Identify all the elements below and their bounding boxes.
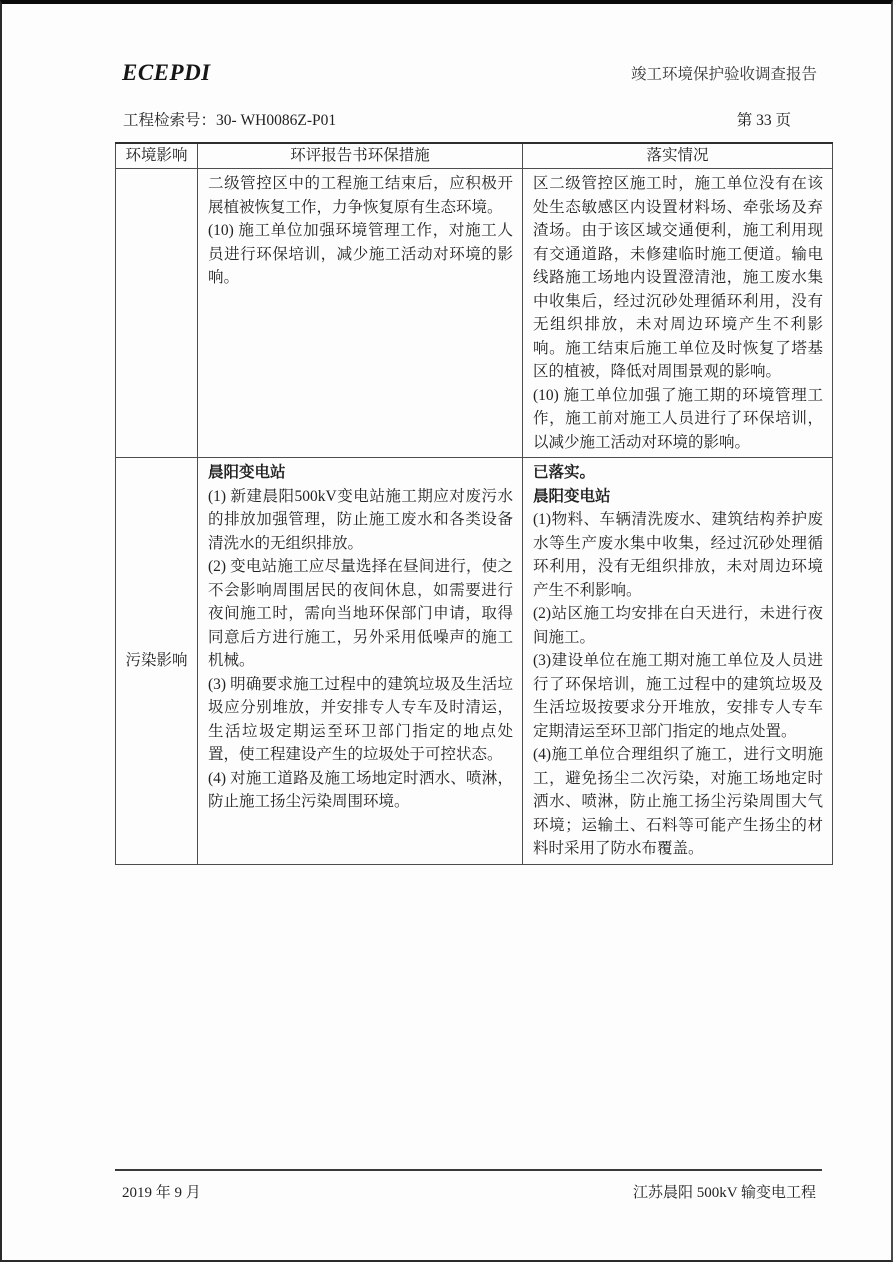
implementation-paragraph: (3)建设单位在施工期对施工单位及人员进行了环保培训，施工过程中的建筑垃圾及生活垃圾按要求分开堆放，安排专人专车定期清运至环卫部门指定的地点处置。	[533, 652, 823, 740]
impact-cell: 污染影响	[116, 458, 198, 865]
implementation-paragraph: (4)施工单位合理组织了施工，进行文明施工，避免扬尘二次污染，对施工场地定时洒水、喷淋，防止施工扬尘污染周围大气环境；运输土、石料等可能产生扬尘的材料时采用了防水布覆盖。	[533, 746, 823, 857]
implementation-paragraph: (1)物料、车辆清洗废水、建筑结构养护废水等生产废水集中收集，经过沉砂处理循环利用，没有无组织排放，未对周边环境产生不利影响。	[533, 511, 823, 599]
measures-cell	[198, 458, 523, 865]
subheader	[123, 108, 791, 130]
measure-paragraph: (1) 新建晨阳500kV变电站施工期应对废污水的排放加强管理，防止施工废水和各类设备清洗水的无组织排放。	[208, 487, 513, 552]
masthead	[122, 60, 817, 86]
implementation-cell	[523, 458, 833, 865]
implementation-paragraph: (10) 施工单位加强了施工期的环境管理工作，施工前对施工人员进行了环保培训，以减少施工活动对环境的影响。	[533, 386, 823, 451]
measure-paragraph: 二级管控区中的工程施工结束后，应积极开展植被恢复工作，力争恢复原有生态环境。	[208, 175, 513, 216]
station-heading: 晨阳变电站	[208, 464, 286, 481]
column-header-measures: 环评报告书环保措施	[198, 143, 523, 169]
station-heading: 晨阳变电站	[533, 487, 611, 505]
measure-paragraph: (2) 变电站施工应尽量选择在昼间进行，使之不会影响周围居民的夜间休息，如需要进行夜间施工时，需向当地环保部门申请，取得同意后方进行施工，另外采用低噪声的施工机械。	[208, 558, 513, 669]
footer-project-name: 江苏晨阳 500kV 输变电工程	[632, 1185, 816, 1201]
footer-rule	[115, 1169, 822, 1171]
footer-date: 2019 年 9 月	[122, 1185, 201, 1201]
implementation-status: 已落实。	[533, 464, 596, 481]
report-title: 竣工环境保护验收调查报告	[630, 66, 817, 83]
company-logo: ECEPDI	[122, 60, 211, 85]
measure-paragraph: (4) 对施工道路及施工场地定时洒水、喷淋，防止施工扬尘污染周围环境。	[208, 769, 513, 810]
implementation-cell	[523, 169, 833, 458]
table-header-row	[116, 143, 833, 169]
implementation-paragraph: (2)站区施工均安排在白天进行，未进行夜间施工。	[533, 605, 823, 646]
environmental-impact-table	[115, 142, 833, 865]
column-header-impact: 环境影响	[116, 143, 198, 169]
implementation-paragraph: 区二级管控区施工时，施工单位没有在该处生态敏感区内设置材料场、牵张场及弃渣场。由于该区域交通便利，施工利用现有交通道路，未修建临时施工便道。输电线路施工场地内设置澄清池，施工废水集中收集后，经过沉砂处理循环利用，没有无组织排放，未对周边环境产生不利影响。施工结束后施工单位及时恢复了塔基区的植被，降低对周围景观的影响。	[533, 175, 823, 380]
measure-paragraph: (10) 施工单位加强环境管理工作，对施工人员进行环保培训，减少施工活动对环境的影响。	[208, 222, 513, 286]
table-row-pollution-impact	[116, 458, 833, 865]
page-number: 第 33 页	[736, 112, 791, 129]
column-header-implementation: 落实情况	[523, 143, 833, 169]
measure-paragraph: (3) 明确要求施工过程中的建筑垃圾及生活垃圾应分别堆放，并安排专人专车及时清运，生活垃圾定期运至环卫部门指定的地点处置，使工程建设产生的垃圾处于可控状态。	[208, 675, 513, 763]
doc-index-number: 工程检索号：30- WH0086Z-P01	[123, 112, 337, 129]
measures-cell	[198, 169, 523, 458]
table-row-continuation	[116, 169, 833, 458]
page-footer	[122, 1181, 816, 1202]
impact-cell	[116, 169, 198, 458]
